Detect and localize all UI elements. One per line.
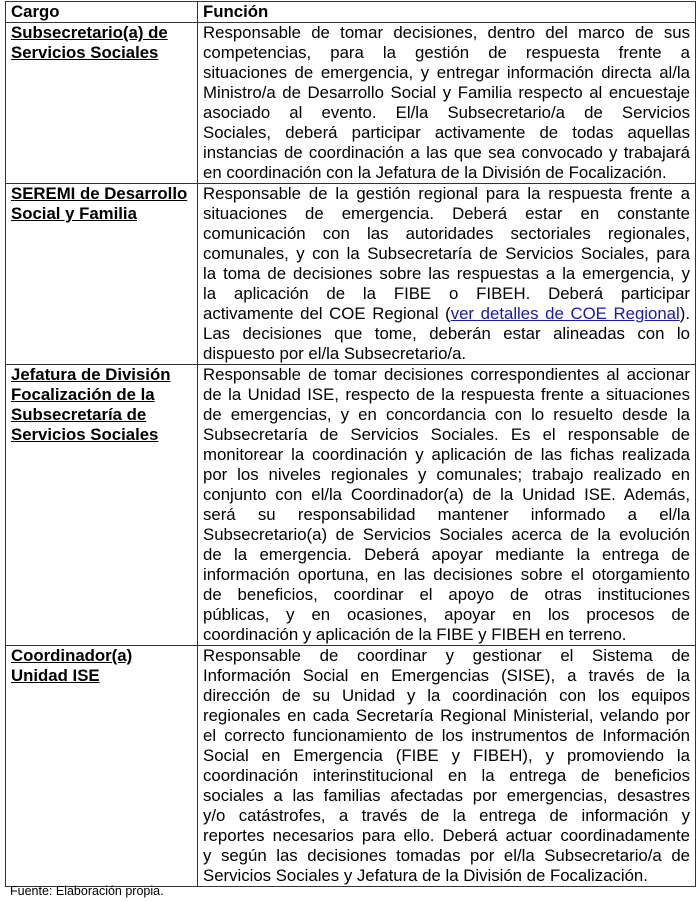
text-after-link: ). [679, 304, 690, 323]
cargo-cell: Subsecretario(a) de Servicios Sociales [6, 23, 198, 184]
text-line: Subsecretario(a) de Servicios Sociales acerca de la evolución [203, 525, 690, 544]
text-line: y según las decisiones tomadas por el/la Subsecretario/a de [203, 846, 690, 865]
text-line: situaciones de emergencia, y entregar información directa al/la [203, 63, 690, 82]
text-line: Las decisiones que tome, deberán estar alineadas con lo [203, 324, 690, 343]
text-line: competencias, para la gestión de respuesta frente a [203, 43, 690, 62]
text-line: públicas, y en ocasiones, apoyar en los procesos de [203, 605, 690, 624]
text-line: situaciones de emergencia. Deberá estar en constante [203, 204, 690, 223]
text-line: Ministro/a de Desarrollo Social y Familia respecto al encuestaje [203, 83, 690, 102]
text-line: comunales, y con la Subsecretaría de Servicios Sociales, para [203, 244, 690, 263]
funcion-cell [198, 23, 696, 184]
text-line: coordinación interinstitucional en la entrega de beneficios [203, 766, 690, 785]
text-line: y/o catástrofes, a través de la entrega de información y [203, 806, 690, 825]
text-line [203, 304, 690, 324]
text-line: será su responsabilidad mantener informado a el/la [203, 505, 690, 524]
text-line: dirección de su Unidad y la coordinación con los equipos [203, 686, 690, 705]
text-line: monitorear la coordinación y aplicación de las fichas realizada [203, 445, 690, 464]
text-line: de la Unidad ISE, respecto de la respuesta frente a situaciones [203, 385, 690, 404]
funcion-cell [198, 646, 696, 887]
roles-table [5, 1, 696, 887]
text-line: en coordinación con la Jefatura de la División de Focalización. [203, 163, 667, 182]
text-line: de la emergencia. Deberá apoyar mediante la entrega de [203, 545, 690, 564]
text-line: Responsable de tomar decisiones, dentro del marco de sus [203, 23, 690, 42]
table-row [6, 184, 696, 365]
text-line: información oportuna, en las decisiones sobre el otorgamiento [203, 565, 690, 584]
cargo-cell: Coordinador(a) Unidad ISE [6, 646, 198, 887]
coe-regional-link[interactable]: ver detalles de COE Regional [450, 304, 680, 323]
text-line: sociales a las familias afectadas por emergencias, desastres [203, 786, 690, 805]
text-line: dispuesto por el/la Subsecretario/a. [203, 344, 467, 363]
text-line: coordinación y aplicación de la FIBE y FIBEH en terreno. [203, 625, 627, 644]
header-cargo: Cargo [6, 2, 198, 23]
funcion-cell [198, 365, 696, 646]
text-line: Sociales, deberá participar activamente de todas aquellas [203, 123, 690, 142]
cargo-cell: Jefatura de División Focalización de la Subsecretaría de Servicios Sociales [6, 365, 198, 646]
text-line: Responsable de coordinar y gestionar el Sistema de [203, 646, 690, 665]
text-line: la aplicación de la FIBE o FIBEH. Deberá participar [203, 284, 690, 303]
source-note: Fuente: Elaboración propia. [10, 884, 164, 898]
text-line: de emergencias, y en concordancia con lo resuelto desde la [203, 405, 690, 424]
text-line: Información Social en Emergencias (SISE), a través de la [203, 666, 690, 685]
text-line: el correcto funcionamiento de los instrumentos de Información [203, 726, 690, 745]
cargo-cell: SEREMI de Desarrollo Social y Familia [6, 184, 198, 365]
text-line: la toma de decisiones sobre las respuestas a la emergencia, y [203, 264, 690, 283]
text-line: Responsable de tomar decisiones correspondientes al accionar [203, 365, 690, 384]
text-line: comunicación con las autoridades sectoriales regionales, [203, 224, 690, 243]
table-row [6, 646, 696, 887]
text-line: Servicios Sociales y Jefatura de la División de Focalización. [203, 866, 648, 885]
table-row [6, 365, 696, 646]
text-line: conjunto con el/la Coordinador(a) de la Unidad ISE. Además, [203, 485, 690, 504]
text-line: por los niveles regionales y comunales; trabajo realizado en [203, 465, 690, 484]
text-line: asociado al evento. El/la Subsecretario/a de Servicios [203, 103, 690, 122]
text-line: instancias de coordinación a las que sea convocado y trabajará [203, 143, 690, 162]
table-row [6, 23, 696, 184]
text-line: reportes necesarios para ello. Deberá actuar coordinadamente [203, 826, 690, 845]
text-line: Responsable de la gestión regional para la respuesta frente a [203, 184, 690, 203]
funcion-cell [198, 184, 696, 365]
text-line: Social en Emergencia (FIBE y FIBEH), y promoviendo la [203, 746, 690, 765]
text-line: regionales en cada Secretaría Regional Ministerial, velando por [203, 706, 690, 725]
text-before-link: activamente del COE Regional ( [203, 304, 451, 323]
text-line: de beneficios, coordinar el apoyo de otras instituciones [203, 585, 690, 604]
header-funcion: Función [198, 2, 696, 23]
text-line: Subsecretaría de Servicios Sociales. Es el responsable de [203, 425, 690, 444]
